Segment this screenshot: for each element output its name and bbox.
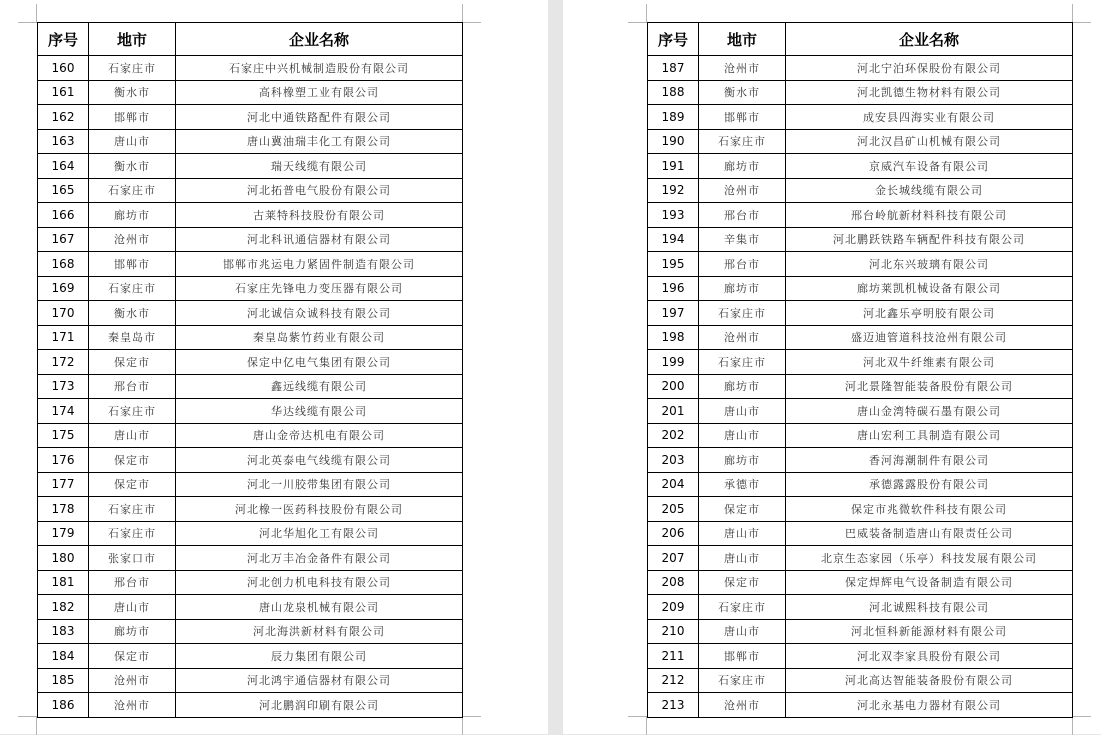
document-page-right — [563, 0, 1101, 734]
row-company: 京威汽车设备有限公司 — [786, 154, 1073, 179]
row-index: 165 — [38, 178, 89, 203]
table-row — [38, 129, 463, 154]
table-row — [648, 619, 1073, 644]
row-company: 辰力集团有限公司 — [176, 644, 463, 669]
page-corner-mark — [628, 4, 647, 23]
document-page-left — [0, 0, 548, 734]
table-row — [38, 105, 463, 130]
row-city: 廊坊市 — [699, 276, 786, 301]
row-index: 164 — [38, 154, 89, 179]
row-index: 172 — [38, 350, 89, 375]
row-index: 189 — [648, 105, 699, 130]
row-index: 194 — [648, 227, 699, 252]
row-index: 210 — [648, 619, 699, 644]
row-index: 203 — [648, 448, 699, 473]
row-company: 盛迈迪管道科技沧州有限公司 — [786, 325, 1073, 350]
row-company: 唐山龙泉机械有限公司 — [176, 595, 463, 620]
table-row — [38, 350, 463, 375]
table-row — [38, 276, 463, 301]
table-row — [648, 399, 1073, 424]
row-company: 唐山金帝达机电有限公司 — [176, 423, 463, 448]
header-index: 序号 — [38, 23, 89, 56]
row-company: 石家庄中兴机械制造股份有限公司 — [176, 56, 463, 81]
row-company: 鑫远线缆有限公司 — [176, 374, 463, 399]
table-row — [38, 619, 463, 644]
row-index: 199 — [648, 350, 699, 375]
header-index: 序号 — [648, 23, 699, 56]
row-company: 河北汉昌矿山机械有限公司 — [786, 129, 1073, 154]
row-city: 保定市 — [89, 448, 176, 473]
table-row — [648, 423, 1073, 448]
table-row — [38, 325, 463, 350]
row-city: 保定市 — [89, 644, 176, 669]
row-company: 香河海潮制件有限公司 — [786, 448, 1073, 473]
company-table-left — [37, 22, 463, 718]
table-header-row — [648, 23, 1073, 56]
row-company: 河北万丰冶金备件有限公司 — [176, 546, 463, 571]
row-company: 石家庄先锋电力变压器有限公司 — [176, 276, 463, 301]
row-company: 廊坊莱凯机械设备有限公司 — [786, 276, 1073, 301]
row-company: 河北东兴玻璃有限公司 — [786, 252, 1073, 277]
row-company: 唐山金湾特碳石墨有限公司 — [786, 399, 1073, 424]
row-city: 石家庄市 — [89, 497, 176, 522]
table-row — [38, 668, 463, 693]
table-row — [38, 80, 463, 105]
table-row — [648, 693, 1073, 718]
row-index: 211 — [648, 644, 699, 669]
row-company: 唐山宏利工具制造有限公司 — [786, 423, 1073, 448]
row-city: 衡水市 — [89, 80, 176, 105]
row-company: 河北凯德生物材料有限公司 — [786, 80, 1073, 105]
table-row — [38, 301, 463, 326]
row-company: 河北华旭化工有限公司 — [176, 521, 463, 546]
table-row — [38, 203, 463, 228]
table-row — [648, 497, 1073, 522]
row-company: 邯郸市兆运电力紧固件制造有限公司 — [176, 252, 463, 277]
row-company: 河北诚信众诚科技有限公司 — [176, 301, 463, 326]
row-index: 201 — [648, 399, 699, 424]
row-index: 206 — [648, 521, 699, 546]
table-row — [38, 595, 463, 620]
row-city: 唐山市 — [699, 521, 786, 546]
row-company: 河北拓普电气股份有限公司 — [176, 178, 463, 203]
row-city: 石家庄市 — [89, 56, 176, 81]
row-city: 廊坊市 — [699, 448, 786, 473]
table-row — [648, 203, 1073, 228]
row-company: 邢台岭航新材料科技有限公司 — [786, 203, 1073, 228]
row-company: 河北创力机电科技有限公司 — [176, 570, 463, 595]
row-index: 179 — [38, 521, 89, 546]
row-index: 195 — [648, 252, 699, 277]
table-row — [38, 423, 463, 448]
row-company: 金长城线缆有限公司 — [786, 178, 1073, 203]
row-index: 182 — [38, 595, 89, 620]
table-row — [38, 227, 463, 252]
row-index: 183 — [38, 619, 89, 644]
row-city: 沧州市 — [699, 693, 786, 718]
row-index: 181 — [38, 570, 89, 595]
row-company: 秦皇岛紫竹药业有限公司 — [176, 325, 463, 350]
row-city: 唐山市 — [89, 129, 176, 154]
row-company: 保定市兆微软件科技有限公司 — [786, 497, 1073, 522]
table-row — [648, 301, 1073, 326]
row-company: 古莱特科技股份有限公司 — [176, 203, 463, 228]
row-index: 163 — [38, 129, 89, 154]
table-row — [648, 448, 1073, 473]
row-city: 辛集市 — [699, 227, 786, 252]
row-city: 衡水市 — [89, 154, 176, 179]
row-company: 瑞天线缆有限公司 — [176, 154, 463, 179]
table-row — [38, 374, 463, 399]
row-index: 209 — [648, 595, 699, 620]
table-row — [648, 178, 1073, 203]
row-city: 廊坊市 — [699, 154, 786, 179]
row-city: 廊坊市 — [89, 619, 176, 644]
table-row — [38, 546, 463, 571]
row-index: 174 — [38, 399, 89, 424]
table-row — [648, 546, 1073, 571]
table-row — [648, 276, 1073, 301]
header-company: 企业名称 — [786, 23, 1073, 56]
row-city: 邯郸市 — [89, 105, 176, 130]
row-city: 沧州市 — [699, 325, 786, 350]
row-city: 唐山市 — [699, 546, 786, 571]
row-index: 168 — [38, 252, 89, 277]
row-company: 河北鹏润印刷有限公司 — [176, 693, 463, 718]
row-company: 保定焊辉电气设备制造有限公司 — [786, 570, 1073, 595]
row-index: 187 — [648, 56, 699, 81]
row-index: 170 — [38, 301, 89, 326]
row-company: 河北鸿宇通信器材有限公司 — [176, 668, 463, 693]
row-index: 198 — [648, 325, 699, 350]
row-index: 191 — [648, 154, 699, 179]
header-company: 企业名称 — [176, 23, 463, 56]
table-row — [648, 129, 1073, 154]
row-city: 承德市 — [699, 472, 786, 497]
row-city: 唐山市 — [89, 595, 176, 620]
row-company: 河北景隆智能装备股份有限公司 — [786, 374, 1073, 399]
row-index: 166 — [38, 203, 89, 228]
row-index: 188 — [648, 80, 699, 105]
header-city: 地市 — [699, 23, 786, 56]
row-index: 184 — [38, 644, 89, 669]
row-city: 唐山市 — [699, 423, 786, 448]
row-city: 廊坊市 — [89, 203, 176, 228]
row-company: 华达线缆有限公司 — [176, 399, 463, 424]
row-index: 175 — [38, 423, 89, 448]
row-index: 177 — [38, 472, 89, 497]
row-city: 保定市 — [699, 497, 786, 522]
table-row — [648, 668, 1073, 693]
row-company: 河北诚熙科技有限公司 — [786, 595, 1073, 620]
row-company: 河北双李家具股份有限公司 — [786, 644, 1073, 669]
row-index: 202 — [648, 423, 699, 448]
table-row — [648, 472, 1073, 497]
row-index: 193 — [648, 203, 699, 228]
table-row — [648, 80, 1073, 105]
row-company: 河北中通铁路配件有限公司 — [176, 105, 463, 130]
row-index: 200 — [648, 374, 699, 399]
row-city: 邯郸市 — [89, 252, 176, 277]
row-company: 河北科讯通信器材有限公司 — [176, 227, 463, 252]
row-index: 208 — [648, 570, 699, 595]
row-company: 河北永基电力器材有限公司 — [786, 693, 1073, 718]
row-company: 河北宁泊环保股份有限公司 — [786, 56, 1073, 81]
row-city: 邯郸市 — [699, 105, 786, 130]
row-city: 石家庄市 — [89, 178, 176, 203]
table-row — [648, 595, 1073, 620]
table-row — [648, 56, 1073, 81]
row-city: 唐山市 — [699, 619, 786, 644]
row-index: 192 — [648, 178, 699, 203]
row-company: 保定中亿电气集团有限公司 — [176, 350, 463, 375]
table-row — [38, 178, 463, 203]
row-city: 石家庄市 — [699, 668, 786, 693]
row-city: 沧州市 — [89, 693, 176, 718]
row-index: 212 — [648, 668, 699, 693]
row-company: 河北高达智能装备股份有限公司 — [786, 668, 1073, 693]
row-city: 石家庄市 — [89, 399, 176, 424]
row-city: 石家庄市 — [699, 129, 786, 154]
table-body-right — [648, 56, 1073, 718]
row-company: 河北一川胶带集团有限公司 — [176, 472, 463, 497]
row-index: 196 — [648, 276, 699, 301]
row-index: 180 — [38, 546, 89, 571]
row-city: 沧州市 — [89, 227, 176, 252]
row-company: 唐山冀油瑞丰化工有限公司 — [176, 129, 463, 154]
row-index: 190 — [648, 129, 699, 154]
table-header-row — [38, 23, 463, 56]
row-city: 廊坊市 — [699, 374, 786, 399]
table-row — [648, 374, 1073, 399]
row-company: 河北双牛纤维素有限公司 — [786, 350, 1073, 375]
row-city: 邢台市 — [699, 252, 786, 277]
row-company: 河北英泰电气线缆有限公司 — [176, 448, 463, 473]
row-city: 石家庄市 — [699, 301, 786, 326]
table-row — [38, 693, 463, 718]
table-row — [38, 521, 463, 546]
page-corner-mark — [18, 716, 37, 735]
row-index: 162 — [38, 105, 89, 130]
page-corner-mark — [628, 716, 647, 735]
row-company: 承德露露股份有限公司 — [786, 472, 1073, 497]
row-index: 213 — [648, 693, 699, 718]
row-city: 邢台市 — [89, 570, 176, 595]
table-row — [38, 472, 463, 497]
row-company: 河北鑫乐亭明胶有限公司 — [786, 301, 1073, 326]
table-row — [648, 252, 1073, 277]
row-company: 高科橡塑工业有限公司 — [176, 80, 463, 105]
row-city: 张家口市 — [89, 546, 176, 571]
table-row — [38, 399, 463, 424]
row-index: 169 — [38, 276, 89, 301]
table-row — [38, 154, 463, 179]
table-row — [648, 227, 1073, 252]
page-corner-mark — [462, 716, 481, 735]
header-city: 地市 — [89, 23, 176, 56]
row-index: 197 — [648, 301, 699, 326]
company-table-right — [647, 22, 1073, 718]
row-index: 204 — [648, 472, 699, 497]
table-row — [38, 497, 463, 522]
table-row — [38, 570, 463, 595]
table-row — [38, 448, 463, 473]
row-city: 沧州市 — [699, 178, 786, 203]
row-index: 207 — [648, 546, 699, 571]
row-city: 保定市 — [699, 570, 786, 595]
row-index: 171 — [38, 325, 89, 350]
page-corner-mark — [18, 4, 37, 23]
row-city: 石家庄市 — [699, 595, 786, 620]
table-row — [38, 252, 463, 277]
row-city: 邢台市 — [699, 203, 786, 228]
table-row — [648, 154, 1073, 179]
row-city: 沧州市 — [89, 668, 176, 693]
table-row — [648, 570, 1073, 595]
row-city: 衡水市 — [699, 80, 786, 105]
row-company: 河北海洪新材料有限公司 — [176, 619, 463, 644]
row-city: 衡水市 — [89, 301, 176, 326]
row-index: 205 — [648, 497, 699, 522]
row-company: 河北橡一医药科技股份有限公司 — [176, 497, 463, 522]
row-city: 唐山市 — [89, 423, 176, 448]
row-city: 石家庄市 — [89, 276, 176, 301]
table-row — [648, 350, 1073, 375]
row-city: 石家庄市 — [89, 521, 176, 546]
row-company: 成安县四海实业有限公司 — [786, 105, 1073, 130]
row-company: 河北恒科新能源材料有限公司 — [786, 619, 1073, 644]
page-corner-mark — [462, 4, 481, 23]
row-city: 邢台市 — [89, 374, 176, 399]
row-index: 161 — [38, 80, 89, 105]
table-row — [648, 105, 1073, 130]
row-company: 河北鹏跃铁路车辆配件科技有限公司 — [786, 227, 1073, 252]
row-city: 沧州市 — [699, 56, 786, 81]
row-city: 秦皇岛市 — [89, 325, 176, 350]
row-index: 186 — [38, 693, 89, 718]
row-company: 北京生态家园（乐亭）科技发展有限公司 — [786, 546, 1073, 571]
table-row — [38, 644, 463, 669]
row-city: 邯郸市 — [699, 644, 786, 669]
row-city: 保定市 — [89, 350, 176, 375]
row-company: 巴威装备制造唐山有限责任公司 — [786, 521, 1073, 546]
row-index: 167 — [38, 227, 89, 252]
page-corner-mark — [1072, 716, 1091, 735]
page-corner-mark — [1072, 4, 1091, 23]
row-city: 石家庄市 — [699, 350, 786, 375]
row-index: 160 — [38, 56, 89, 81]
row-index: 178 — [38, 497, 89, 522]
table-row — [648, 644, 1073, 669]
row-index: 173 — [38, 374, 89, 399]
row-index: 185 — [38, 668, 89, 693]
row-index: 176 — [38, 448, 89, 473]
table-row — [648, 521, 1073, 546]
row-city: 唐山市 — [699, 399, 786, 424]
table-body-left — [38, 56, 463, 718]
row-city: 保定市 — [89, 472, 176, 497]
table-row — [38, 56, 463, 81]
table-row — [648, 325, 1073, 350]
